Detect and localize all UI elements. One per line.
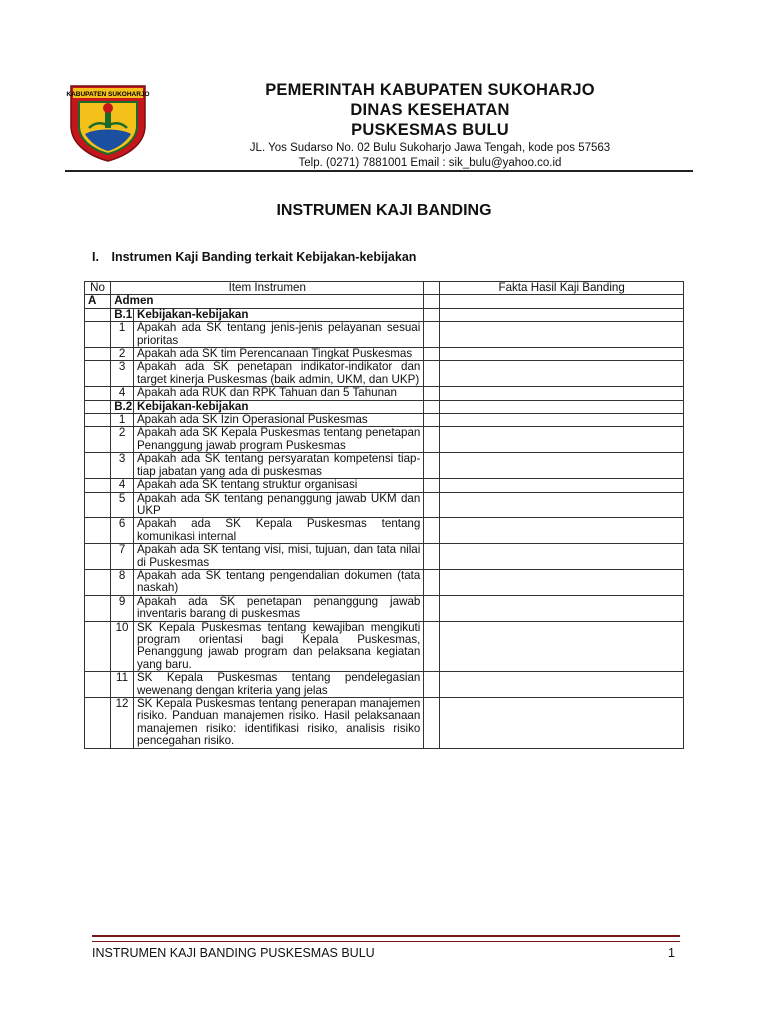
fakta-cell[interactable] bbox=[440, 621, 684, 672]
item-number: 5 bbox=[111, 492, 134, 518]
subgroup-row bbox=[85, 400, 684, 413]
item-text: SK Kepala Puskesmas tentang penerapan manajemen risiko. Panduan manajemen risiko. Hasil pelaksanaan manajemen risiko: identifikasi risiko, analisis risiko pencegahan risiko. bbox=[133, 698, 423, 749]
header-item: Item Instrumen bbox=[111, 282, 424, 295]
item-number: 9 bbox=[111, 595, 134, 621]
page-number: 1 bbox=[668, 946, 675, 960]
subgroup-name: Kebijakan-kebijakan bbox=[133, 308, 423, 321]
item-text: Apakah ada SK Kepala Puskesmas tentang penetapan Penanggung jawab program Puskesmas bbox=[133, 427, 423, 453]
government-name: PEMERINTAH KABUPATEN SUKOHARJO bbox=[265, 81, 595, 99]
item-number: 4 bbox=[111, 479, 134, 492]
item-number: 2 bbox=[111, 427, 134, 453]
footer-title: INSTRUMEN KAJI BANDING PUSKESMAS BULU bbox=[92, 946, 375, 960]
department-name: DINAS KESEHATAN bbox=[350, 101, 510, 119]
table-row bbox=[85, 621, 684, 672]
fakta-cell[interactable] bbox=[440, 387, 684, 400]
kabupaten-sukoharjo-logo bbox=[65, 82, 151, 162]
table-header-row bbox=[85, 282, 684, 295]
item-text: Apakah ada SK Izin Operasional Puskesmas bbox=[133, 414, 423, 427]
fakta-cell[interactable] bbox=[440, 595, 684, 621]
table-row bbox=[85, 569, 684, 595]
table-row bbox=[85, 492, 684, 518]
fakta-cell[interactable] bbox=[440, 400, 684, 413]
fakta-cell[interactable] bbox=[440, 348, 684, 361]
item-number: 11 bbox=[111, 672, 134, 698]
item-text: Apakah ada RUK dan RPK Tahuan dan 5 Tahunan bbox=[133, 387, 423, 400]
item-number: 1 bbox=[111, 322, 134, 348]
table-row bbox=[85, 322, 684, 348]
table-row bbox=[85, 361, 684, 387]
item-number: 2 bbox=[111, 348, 134, 361]
fakta-cell[interactable] bbox=[440, 518, 684, 544]
footer-divider bbox=[92, 935, 680, 942]
contact-info: Telp. (0271) 7881001 Email : sik_bulu@yahoo.co.id bbox=[298, 157, 562, 169]
item-text: Apakah ada SK Kepala Puskesmas tentang komunikasi internal bbox=[133, 518, 423, 544]
item-text: Apakah ada SK tentang struktur organisasi bbox=[133, 479, 423, 492]
group-row bbox=[85, 295, 684, 308]
table-row bbox=[85, 698, 684, 749]
item-text: SK Kepala Puskesmas tentang kewajiban mengikuti program orientasi bagi Kepala Puskesmas, Penanggung jawab program dan pelaksana kegiatan yang baru. bbox=[133, 621, 423, 672]
item-text: Apakah ada SK tentang visi, misi, tujuan, dan tata nilai di Puskesmas bbox=[133, 544, 423, 570]
section-heading bbox=[92, 250, 416, 264]
item-number: 10 bbox=[111, 621, 134, 672]
fakta-cell[interactable] bbox=[440, 492, 684, 518]
fakta-cell[interactable] bbox=[440, 414, 684, 427]
fakta-cell[interactable] bbox=[440, 322, 684, 348]
group-code: A bbox=[85, 295, 111, 308]
item-text: Apakah ada SK penetapan indikator-indikator dan target kinerja Puskesmas (baik admin, UKM, dan UKP) bbox=[133, 361, 423, 387]
table-row bbox=[85, 387, 684, 400]
header-no: No bbox=[85, 282, 111, 295]
fakta-cell[interactable] bbox=[440, 427, 684, 453]
fakta-cell[interactable] bbox=[440, 672, 684, 698]
fakta-cell[interactable] bbox=[440, 295, 684, 308]
item-text: Apakah ada SK tentang penanggung jawab UKM dan UKP bbox=[133, 492, 423, 518]
item-text: Apakah ada SK penetapan penanggung jawab inventaris barang di puskesmas bbox=[133, 595, 423, 621]
item-text: Apakah ada SK tentang pengendalian dokumen (tata naskah) bbox=[133, 569, 423, 595]
table-row bbox=[85, 544, 684, 570]
instrument-table bbox=[84, 281, 684, 749]
table-row bbox=[85, 427, 684, 453]
item-number: 4 bbox=[111, 387, 134, 400]
section-number: I. bbox=[92, 250, 99, 264]
item-number: 3 bbox=[111, 453, 134, 479]
address: JL. Yos Sudarso No. 02 Bulu Sukoharjo Jawa Tengah, kode pos 57563 bbox=[249, 142, 611, 154]
table-row bbox=[85, 479, 684, 492]
group-name: Admen bbox=[111, 295, 424, 308]
item-text: Apakah ada SK tentang jenis-jenis pelayanan sesuai prioritas bbox=[133, 322, 423, 348]
table-row bbox=[85, 672, 684, 698]
subgroup-code: B.2 bbox=[111, 400, 134, 413]
subgroup-code: B.1 bbox=[111, 308, 134, 321]
subgroup-row bbox=[85, 308, 684, 321]
letterhead-divider bbox=[65, 170, 693, 172]
section-title: Instrumen Kaji Banding terkait Kebijakan-kebijakan bbox=[111, 250, 417, 264]
subgroup-name: Kebijakan-kebijakan bbox=[133, 400, 423, 413]
item-number: 6 bbox=[111, 518, 134, 544]
item-text: Apakah ada SK tim Perencanaan Tingkat Puskesmas bbox=[133, 348, 423, 361]
item-number: 3 bbox=[111, 361, 134, 387]
item-text: Apakah ada SK tentang persyaratan kompetensi tiap-tiap jabatan yang ada di puskesmas bbox=[133, 453, 423, 479]
item-text: SK Kepala Puskesmas tentang pendelegasian wewenang dengan kriteria yang jelas bbox=[133, 672, 423, 698]
fakta-cell[interactable] bbox=[440, 569, 684, 595]
letterhead bbox=[160, 80, 700, 170]
fakta-cell[interactable] bbox=[440, 479, 684, 492]
table-row bbox=[85, 595, 684, 621]
document-title: INSTRUMEN KAJI BANDING bbox=[276, 202, 492, 219]
item-number: 12 bbox=[111, 698, 134, 749]
table-row bbox=[85, 518, 684, 544]
table-row bbox=[85, 414, 684, 427]
fakta-cell[interactable] bbox=[440, 453, 684, 479]
fakta-cell[interactable] bbox=[440, 698, 684, 749]
header-fakta: Fakta Hasil Kaji Banding bbox=[440, 282, 684, 295]
table-row bbox=[85, 453, 684, 479]
fakta-cell[interactable] bbox=[440, 361, 684, 387]
logo-text: KABUPATEN SUKOHARJO bbox=[66, 91, 150, 98]
puskesmas-name: PUSKESMAS BULU bbox=[351, 121, 509, 139]
item-number: 1 bbox=[111, 414, 134, 427]
fakta-cell[interactable] bbox=[440, 544, 684, 570]
table-row bbox=[85, 348, 684, 361]
item-number: 7 bbox=[111, 544, 134, 570]
item-number: 8 bbox=[111, 569, 134, 595]
fakta-cell[interactable] bbox=[440, 308, 684, 321]
